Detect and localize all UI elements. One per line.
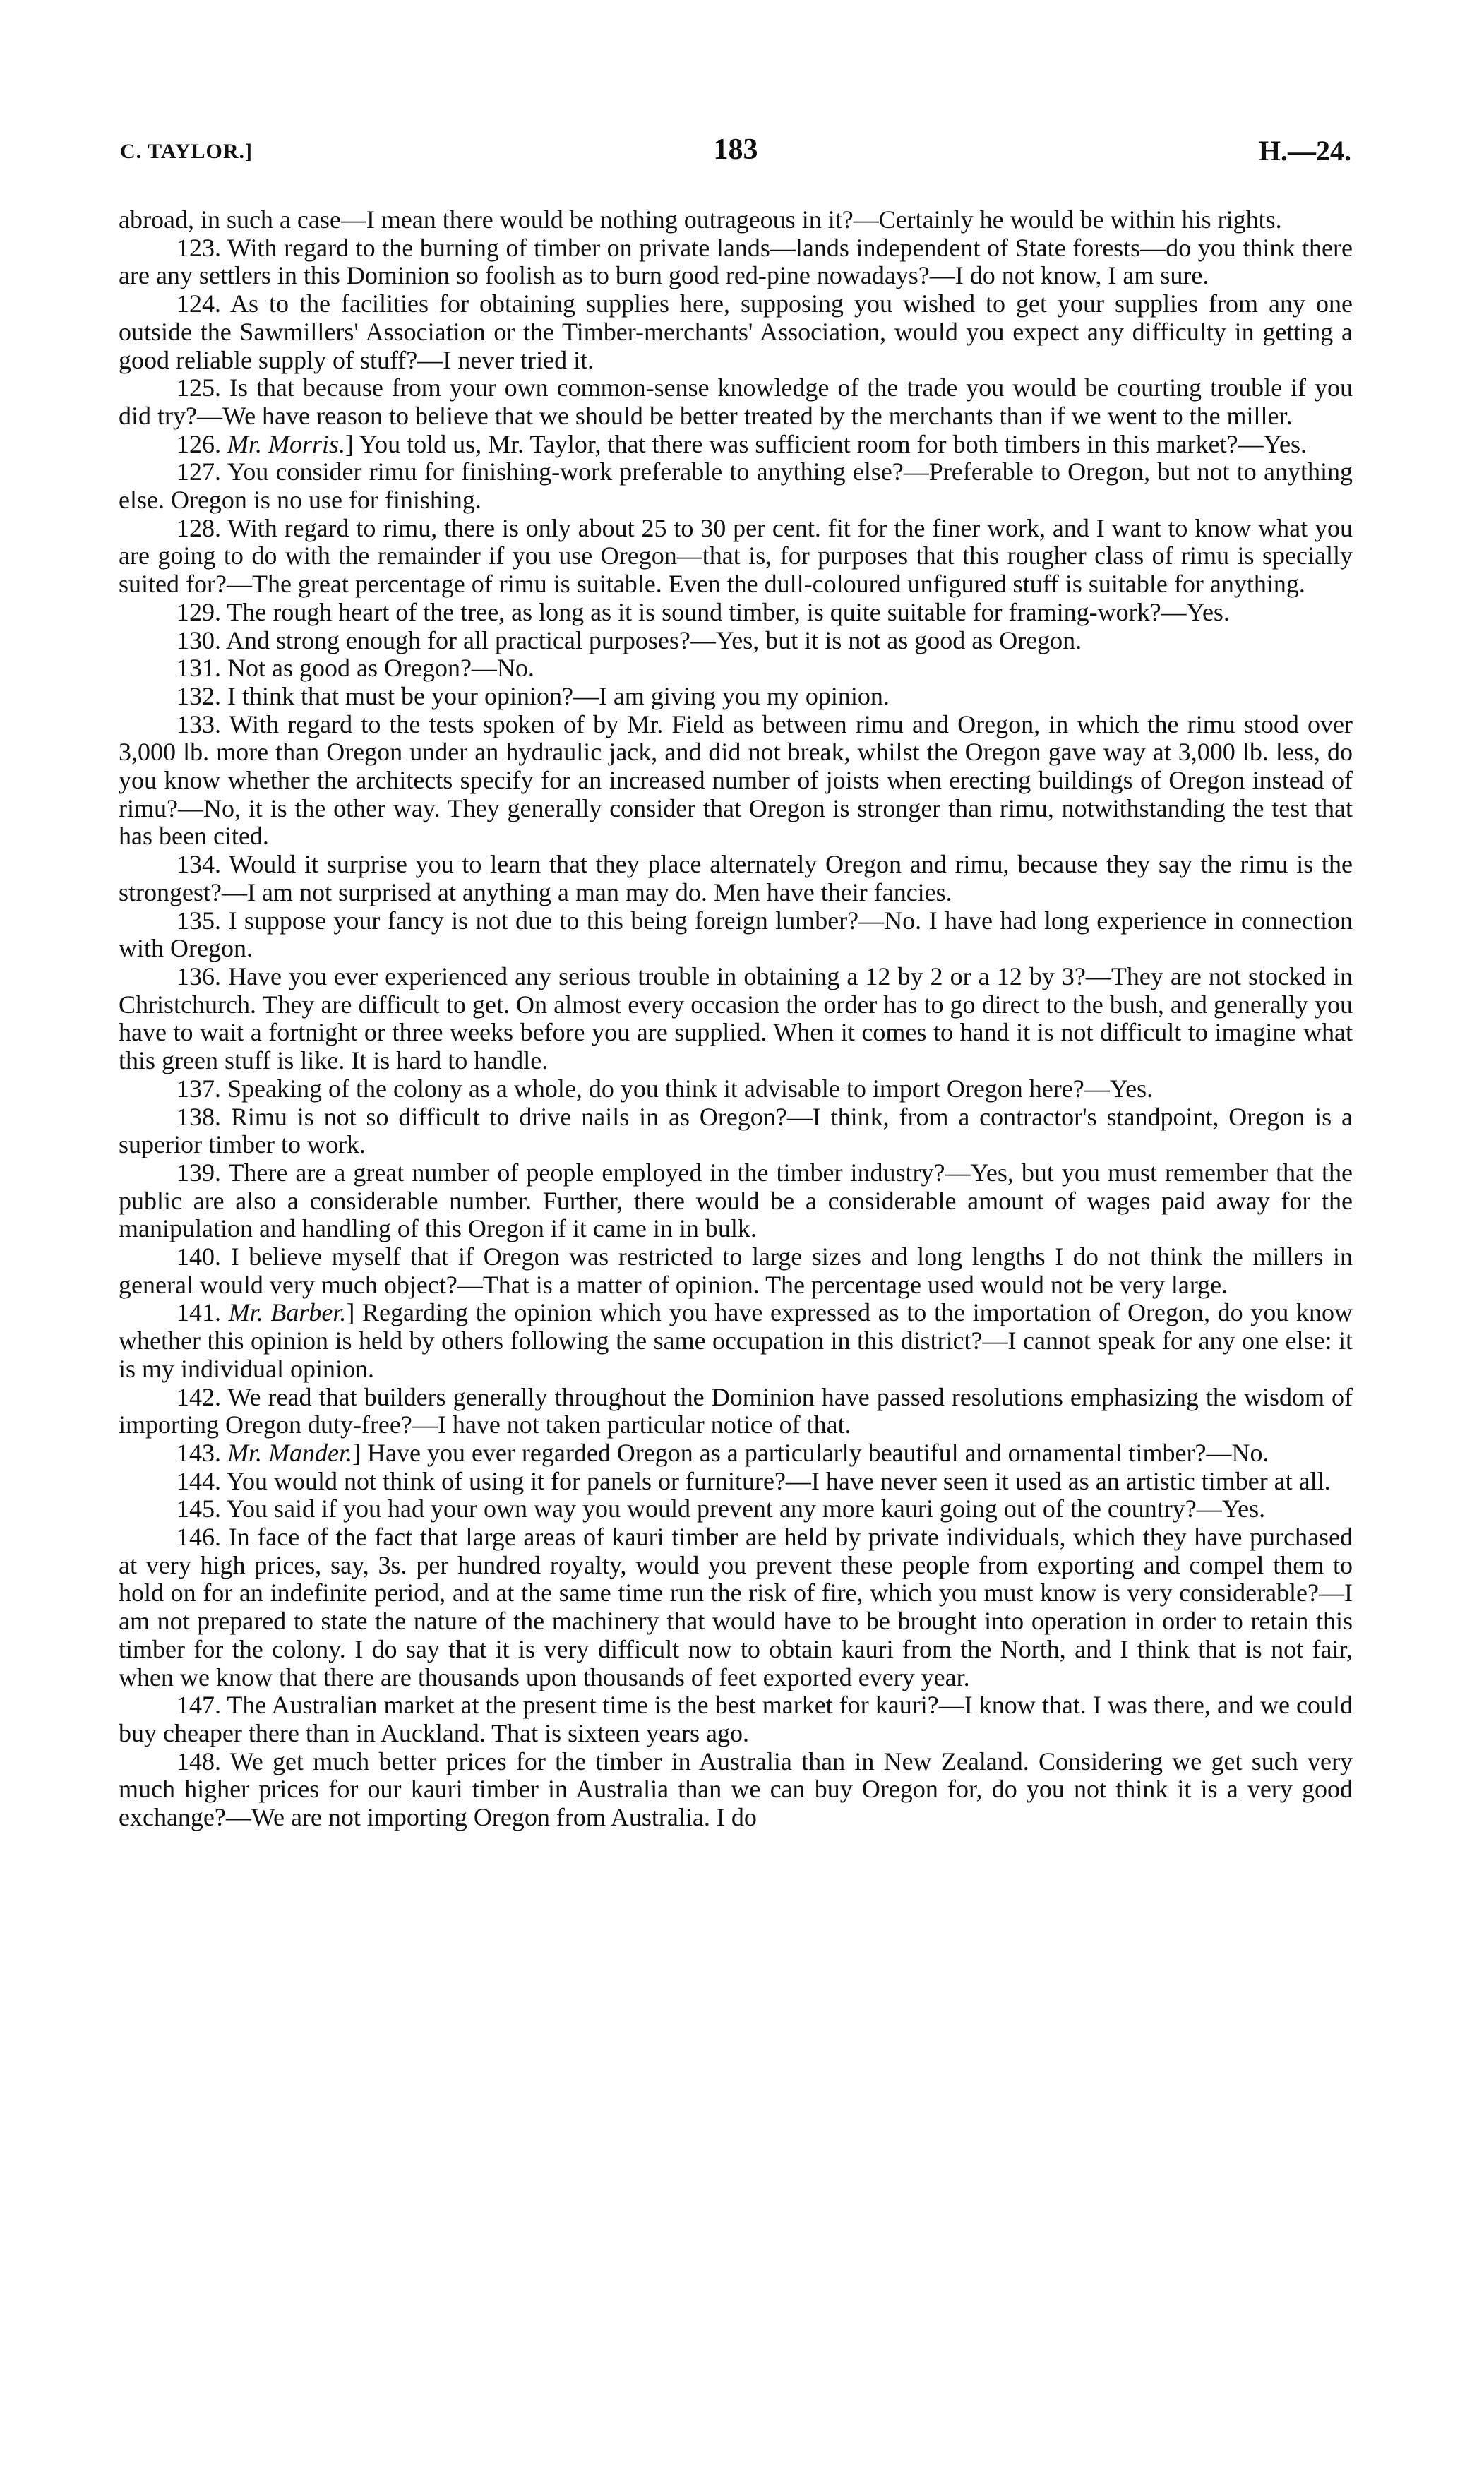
- paragraph-124: 124. As to the facilities for obtaining supplies here, supposing you wished to get your supplies from any one outside the Sawmillers' Association or the Timber-merchants' Association, would you expect any difficulty in getting a good reliable supply of stuff?—I never tried it.: [119, 289, 1353, 374]
- paragraph-127: 127. You consider rimu for finishing-work preferable to anything else?—Preferable to Oregon, but not to anything else. Oregon is no use for finishing.: [119, 457, 1353, 515]
- paragraph-125: 125. Is that because from your own common-sense knowledge of the trade you would be courting trouble if you did try?—We have reason to believe that we should be better treated by the merchants than if we went to the miller.: [119, 373, 1353, 430]
- paragraph-128: 128. With regard to rimu, there is only about 25 to 30 per cent. fit for the finer work, and I want to know what you are going to do with the remainder if you use Oregon—that is, for purposes that this rougher class of rimu is specially suited for?—The great percentage of rimu is suitable. Even the dull-coloured unfigured stuff is suitable for anything.: [119, 513, 1353, 599]
- paragraph-143: [119, 1439, 1353, 1468]
- paragraph-136: 136. Have you ever experienced any serious trouble in obtaining a 12 by 2 or a 12 by 3?—They are not stocked in Christchurch. They are difficult to get. On almost every occasion the order has to go direct to the bush, and generally you have to wait a fortnight or three weeks before you are supplied. When it comes to hand it is not difficult to imagine what this green stuff is like. It is hard to handle.: [119, 962, 1353, 1075]
- paragraph-132: 132. I think that must be your opinion?—I am giving you my opinion.: [176, 681, 890, 710]
- paragraph-146: 146. In face of the fact that large areas of kauri timber are held by private individuals, which they have purchased at very high prices, say, 3s. per hundred royalty, would you prevent these people from exporting and compel them to hold on for an indefinite period, and at the same time run the risk of fire, which you must know is very considerable?—I am not prepared to state the nature of the machinery that would have to be brought into operation in order to retain this timber for the colony. I do say that it is very difficult now to obtain kauri from the North, and I think that is not fair, when we know that there are thousands upon thousands of feet exported every year.: [119, 1523, 1353, 1691]
- question-number: 143.: [176, 1438, 227, 1467]
- page-header: [120, 133, 1351, 175]
- paragraph-continuation: abroad, in such a case—I mean there would be nothing outrageous in it?—Certainly he would be within his rights.: [119, 205, 1282, 234]
- paragraph-text: ] You told us, Mr. Taylor, that there was sufficient room for both timbers in this market?—Yes.: [345, 429, 1307, 458]
- paragraph-130: 130. And strong enough for all practical purposes?—Yes, but it is not as good as Oregon.: [176, 625, 1082, 654]
- paragraph-135: 135. I suppose your fancy is not due to this being foreign lumber?—No. I have had long experience in connection with Oregon.: [119, 906, 1353, 963]
- witness-name: C. TAYLOR.]: [120, 140, 253, 163]
- paper-reference: H.—24.: [1258, 135, 1351, 167]
- paragraph-137: 137. Speaking of the colony as a whole, do you think it advisable to import Oregon here?—Yes.: [176, 1074, 1154, 1103]
- paragraph-131: 131. Not as good as Oregon?—No.: [176, 654, 534, 683]
- paragraph-148: 148. We get much better prices for the timber in Australia than in New Zealand. Considering we get such very much higher prices for our kauri timber in Australia than we can buy Oregon for, do you not think it is a very good exchange?—We are not importing Oregon from Australia. I do: [119, 1747, 1353, 1832]
- paragraph-133: 133. With regard to the tests spoken of by Mr. Field as between rimu and Oregon, in which the rimu stood over 3,000 lb. more than Oregon under an hydraulic jack, and did not break, whilst the Oregon gave way at 3,000 lb. less, do you know whether the architects specify for an increased number of joists when erecting buildings of Oregon instead of rimu?—No, it is the other way. They generally consider that Oregon is stronger than rimu, notwithstanding the test that has been cited.: [119, 709, 1353, 851]
- paragraph-142: 142. We read that builders generally throughout the Dominion have passed resolutions emphasizing the wisdom of importing Oregon duty-free?—I have not taken particular notice of that.: [119, 1382, 1353, 1439]
- speaker-name: Mr. Barber.: [228, 1298, 347, 1327]
- paragraph-144: 144. You would not think of using it for panels or furniture?—I have never seen it used as an artistic timber at all.: [176, 1466, 1331, 1495]
- speaker-name: Mr. Mander.: [227, 1438, 352, 1467]
- testimony-body: [119, 206, 1353, 1832]
- paragraph-123: 123. With regard to the burning of timber on private lands—lands independent of State forests—do you think there are any settlers in this Dominion so foolish as to burn good red-pine nowadays?—I do not know, I am sure.: [119, 233, 1353, 290]
- paragraph-126: [119, 431, 1353, 459]
- paragraph-138: 138. Rimu is not so difficult to drive nails in as Oregon?—I think, from a contractor's standpoint, Oregon is a superior timber to work.: [119, 1102, 1353, 1159]
- paragraph-147: 147. The Australian market at the present time is the best market for kauri?—I know that. I was there, and we could buy cheaper there than in Auckland. That is sixteen years ago.: [119, 1691, 1353, 1747]
- paragraph-text: ] Regarding the opinion which you have expressed as to the importation of Oregon, do you know whether this opinion is held by others following the same occupation in this district?—I cannot speak for any one else: it is my individual opinion.: [119, 1298, 1353, 1383]
- paragraph-140: 140. I believe myself that if Oregon was restricted to large sizes and long lengths I do not think the millers in general would very much object?—That is a matter of opinion. The percentage used would not be very large.: [119, 1242, 1353, 1299]
- speaker-name: Mr. Morris.: [227, 429, 346, 458]
- paragraph-text: ] Have you ever regarded Oregon as a particularly beautiful and ornamental timber?—No.: [352, 1438, 1269, 1467]
- page-number: 183: [713, 133, 758, 166]
- paragraph-139: 139. There are a great number of people employed in the timber industry?—Yes, but you must remember that the public are also a considerable number. Further, there would be a considerable amount of wages paid away for the manipulation and handling of this Oregon if it came in in bulk.: [119, 1158, 1353, 1243]
- question-number: 141.: [176, 1298, 229, 1327]
- paragraph-129: 129. The rough heart of the tree, as long as it is sound timber, is quite suitable for framing-work?—Yes.: [176, 597, 1230, 626]
- paragraph-134: 134. Would it surprise you to learn that they place alternately Oregon and rimu, because they say the rimu is the strongest?—I am not surprised at anything a man may do. Men have their fancies.: [119, 850, 1353, 906]
- question-number: 126.: [176, 429, 227, 458]
- paragraph-141: [119, 1299, 1353, 1383]
- paragraph-145: 145. You said if you had your own way you would prevent any more kauri going out of the country?—Yes.: [176, 1494, 1266, 1523]
